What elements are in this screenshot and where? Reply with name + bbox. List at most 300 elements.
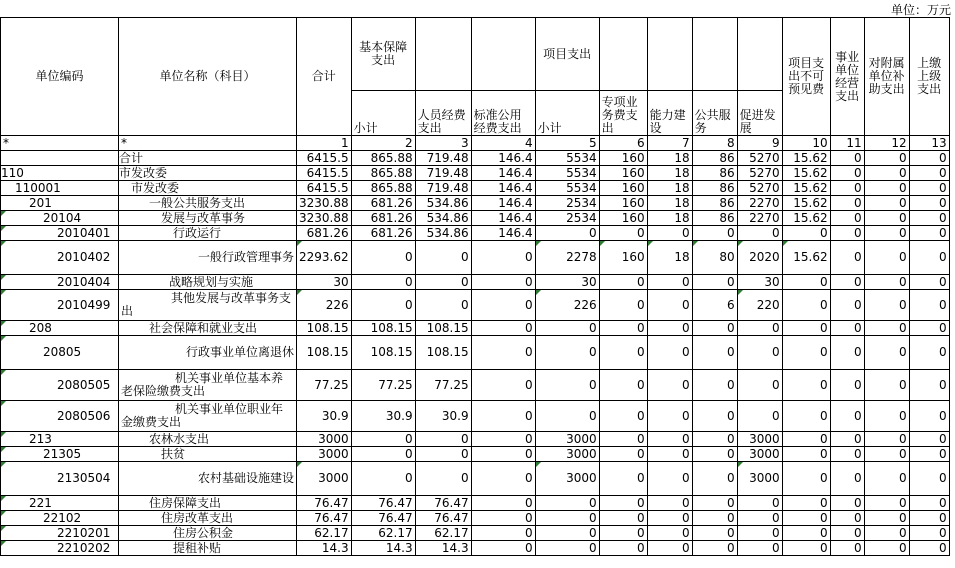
value-cell: 0	[864, 432, 909, 447]
value-cell: 0	[782, 401, 830, 432]
value-cell: 0	[692, 541, 737, 556]
value-cell: 0	[599, 336, 647, 370]
value-cell: 0	[782, 511, 830, 526]
col-header-unit-code: 单位编码	[1, 18, 119, 136]
unit-code-cell: 2130504	[1, 462, 119, 496]
value-cell: 0	[830, 432, 864, 447]
value-cell: 0	[909, 336, 949, 370]
value-cell: 76.47	[351, 511, 415, 526]
unit-code-cell	[1, 151, 119, 166]
value-cell: 0	[471, 462, 535, 496]
value-cell: 0	[647, 526, 692, 541]
value-cell: 62.17	[415, 526, 471, 541]
value-cell: 0	[647, 462, 692, 496]
unit-code-cell: 2010404	[1, 275, 119, 290]
column-index: 11	[830, 136, 864, 151]
table-row	[1, 290, 950, 321]
value-cell: 0	[830, 211, 864, 226]
value-cell: 3000	[297, 447, 352, 462]
value-cell: 146.4	[471, 166, 535, 181]
value-cell: 0	[692, 432, 737, 447]
unit-name-cell: 扶贫	[119, 447, 297, 462]
value-cell: 3000	[535, 447, 599, 462]
value-cell: 30.9	[351, 401, 415, 432]
unit-name-cell: 住房公积金	[119, 526, 297, 541]
table-row	[1, 196, 950, 211]
value-cell: 0	[909, 462, 949, 496]
unit-name-cell: 一般行政管理事务	[119, 241, 297, 275]
col-header-remit-higher: 上缴上级支出	[909, 18, 949, 136]
value-cell: 5534	[535, 181, 599, 196]
unit-code-cell: 2210201	[1, 526, 119, 541]
value-cell: 3230.88	[297, 196, 352, 211]
value-cell: 0	[351, 462, 415, 496]
value-cell: 5534	[535, 166, 599, 181]
value-cell: 0	[471, 336, 535, 370]
col-header-total: 合计	[297, 18, 352, 136]
value-cell: 865.88	[351, 151, 415, 166]
value-cell: 0	[864, 151, 909, 166]
value-cell: 0	[830, 181, 864, 196]
value-cell: 0	[647, 290, 692, 321]
value-cell: 0	[782, 226, 830, 241]
column-index: 9	[737, 136, 782, 151]
value-cell: 0	[415, 447, 471, 462]
unit-name-cell: 住房改革支出	[119, 511, 297, 526]
value-cell: 0	[351, 290, 415, 321]
col-header-subsidiary-subsidy: 对附属单位补助支出	[864, 18, 909, 136]
value-cell: 0	[864, 196, 909, 211]
value-cell: 160	[599, 241, 647, 275]
value-cell: 108.15	[415, 336, 471, 370]
value-cell: 681.26	[351, 226, 415, 241]
unit-code-cell: 20805	[1, 336, 119, 370]
value-cell: 30.9	[415, 401, 471, 432]
value-cell: 0	[535, 370, 599, 401]
value-cell: 6	[692, 290, 737, 321]
value-cell: 0	[535, 336, 599, 370]
value-cell: 0	[782, 370, 830, 401]
value-cell: 0	[737, 401, 782, 432]
col-header-basic-subtotal: 小计	[351, 91, 415, 136]
value-cell: 0	[864, 226, 909, 241]
value-cell: 0	[692, 462, 737, 496]
value-cell: 0	[909, 211, 949, 226]
value-cell: 160	[599, 181, 647, 196]
value-cell: 0	[647, 511, 692, 526]
value-cell: 0	[647, 275, 692, 290]
header-row-top	[1, 18, 950, 91]
unit-name-cell: 其他发展与改革事务支出	[119, 290, 297, 321]
value-cell: 0	[471, 275, 535, 290]
col-header-public-service: 公共服务	[692, 91, 737, 136]
value-cell: 0	[535, 401, 599, 432]
col-header-blank	[692, 18, 737, 91]
value-cell: 0	[535, 321, 599, 336]
value-cell: 146.4	[471, 181, 535, 196]
unit-code-cell: 221	[1, 496, 119, 511]
value-cell: 0	[830, 370, 864, 401]
value-cell: 0	[737, 541, 782, 556]
value-cell: 719.48	[415, 166, 471, 181]
col-header-basic-support: 基本保障支出	[351, 18, 415, 91]
col-header-special-business: 专项业务费支出	[599, 91, 647, 136]
value-cell: 0	[864, 336, 909, 370]
col-header-personnel: 人员经费支出	[415, 91, 471, 136]
value-cell: 865.88	[351, 166, 415, 181]
unit-code-cell: 2010401	[1, 226, 119, 241]
value-cell: 0	[864, 541, 909, 556]
value-cell: 76.47	[415, 496, 471, 511]
value-cell: 80	[692, 241, 737, 275]
value-cell: 86	[692, 151, 737, 166]
value-cell: 534.86	[415, 226, 471, 241]
value-cell: 0	[535, 496, 599, 511]
unit-code-cell: 20104	[1, 211, 119, 226]
value-cell: 86	[692, 196, 737, 211]
value-cell: 146.4	[471, 196, 535, 211]
value-cell: 0	[909, 290, 949, 321]
value-cell: 0	[471, 290, 535, 321]
column-index: 2	[351, 136, 415, 151]
value-cell: 3000	[535, 462, 599, 496]
value-cell: 0	[471, 401, 535, 432]
unit-code-cell: 2010402	[1, 241, 119, 275]
value-cell: 0	[471, 321, 535, 336]
value-cell: 0	[599, 290, 647, 321]
unit-code-cell: 213	[1, 432, 119, 447]
col-header-blank	[737, 18, 782, 91]
value-cell: 76.47	[297, 511, 352, 526]
value-cell: 0	[830, 541, 864, 556]
unit-code-cell: 2080505	[1, 370, 119, 401]
value-cell: 0	[415, 290, 471, 321]
value-cell: 2534	[535, 211, 599, 226]
value-cell: 0	[737, 226, 782, 241]
col-header-unit-name: 单位名称（科目）	[119, 18, 297, 136]
value-cell: 0	[830, 526, 864, 541]
value-cell: 0	[909, 151, 949, 166]
index-marker: *	[1, 136, 119, 151]
unit-name-cell: 机关事业单位基本养老保险缴费支出	[119, 370, 297, 401]
value-cell: 0	[692, 526, 737, 541]
table-row	[1, 336, 950, 370]
table-row	[1, 211, 950, 226]
value-cell: 5270	[737, 151, 782, 166]
value-cell: 0	[471, 241, 535, 275]
unit-name-cell: 一般公共服务支出	[119, 196, 297, 211]
col-header-blank	[415, 18, 471, 91]
value-cell: 0	[737, 526, 782, 541]
value-cell: 0	[692, 447, 737, 462]
value-cell: 5270	[737, 181, 782, 196]
value-cell: 719.48	[415, 181, 471, 196]
value-cell: 0	[415, 275, 471, 290]
column-index: 1	[297, 136, 352, 151]
value-cell: 0	[830, 462, 864, 496]
value-cell: 0	[830, 336, 864, 370]
value-cell: 0	[647, 226, 692, 241]
value-cell: 0	[692, 321, 737, 336]
value-cell: 226	[297, 290, 352, 321]
value-cell: 0	[864, 511, 909, 526]
unit-name-cell: 市发改委	[119, 166, 297, 181]
column-index: 12	[864, 136, 909, 151]
value-cell: 5270	[737, 166, 782, 181]
value-cell: 77.25	[415, 370, 471, 401]
table-row	[1, 151, 950, 166]
value-cell: 0	[599, 370, 647, 401]
col-header-public-standard: 标准公用经费支出	[471, 91, 535, 136]
value-cell: 76.47	[351, 496, 415, 511]
value-cell: 30	[535, 275, 599, 290]
value-cell: 160	[599, 151, 647, 166]
unit-code-cell: 110001	[1, 181, 119, 196]
value-cell: 0	[599, 462, 647, 496]
unit-name-cell: 合计	[119, 151, 297, 166]
value-cell: 108.15	[351, 321, 415, 336]
table-row	[1, 275, 950, 290]
value-cell: 0	[909, 275, 949, 290]
unit-name-cell: 提租补贴	[119, 541, 297, 556]
value-cell: 18	[647, 196, 692, 211]
value-cell: 681.26	[351, 211, 415, 226]
value-cell: 0	[415, 432, 471, 447]
value-cell: 15.62	[782, 151, 830, 166]
value-cell: 0	[782, 432, 830, 447]
unit-code-cell: 2210202	[1, 541, 119, 556]
value-cell: 0	[830, 496, 864, 511]
value-cell: 0	[909, 496, 949, 511]
column-index: 10	[782, 136, 830, 151]
table-row	[1, 181, 950, 196]
value-cell: 0	[647, 447, 692, 462]
value-cell: 0	[599, 511, 647, 526]
value-cell: 5534	[535, 151, 599, 166]
value-cell: 18	[647, 181, 692, 196]
unit-name-cell: 市发改委	[119, 181, 297, 196]
value-cell: 0	[737, 336, 782, 370]
value-cell: 0	[535, 511, 599, 526]
value-cell: 0	[647, 321, 692, 336]
value-cell: 0	[599, 401, 647, 432]
table-row	[1, 401, 950, 432]
unit-name-cell: 农村基础设施建设	[119, 462, 297, 496]
col-header-project-expense: 项目支出	[535, 18, 599, 91]
value-cell: 0	[471, 526, 535, 541]
value-cell: 0	[599, 321, 647, 336]
value-cell: 0	[692, 511, 737, 526]
value-cell: 77.25	[351, 370, 415, 401]
value-cell: 0	[647, 370, 692, 401]
value-cell: 2278	[535, 241, 599, 275]
column-index: 4	[471, 136, 535, 151]
value-cell: 18	[647, 166, 692, 181]
value-cell: 0	[782, 496, 830, 511]
value-cell: 0	[864, 496, 909, 511]
value-cell: 0	[830, 196, 864, 211]
value-cell: 3000	[737, 432, 782, 447]
value-cell: 108.15	[297, 336, 352, 370]
value-cell: 226	[535, 290, 599, 321]
value-cell: 2293.62	[297, 241, 352, 275]
value-cell: 0	[737, 511, 782, 526]
value-cell: 0	[737, 496, 782, 511]
column-index: 5	[535, 136, 599, 151]
value-cell: 0	[692, 336, 737, 370]
value-cell: 0	[599, 541, 647, 556]
value-cell: 0	[909, 226, 949, 241]
unit-label: 单位：万元	[890, 3, 951, 17]
value-cell: 0	[351, 241, 415, 275]
value-cell: 0	[535, 226, 599, 241]
value-cell: 0	[782, 447, 830, 462]
value-cell: 30.9	[297, 401, 352, 432]
value-cell: 0	[647, 541, 692, 556]
table-row	[1, 541, 950, 556]
value-cell: 14.3	[297, 541, 352, 556]
value-cell: 0	[909, 541, 949, 556]
value-cell: 865.88	[351, 181, 415, 196]
unit-code-cell: 208	[1, 321, 119, 336]
value-cell: 0	[909, 401, 949, 432]
value-cell: 0	[351, 432, 415, 447]
value-cell: 0	[830, 447, 864, 462]
col-header-enterprise-operation: 事业单位经营支出	[830, 18, 864, 136]
value-cell: 0	[599, 496, 647, 511]
value-cell: 0	[864, 290, 909, 321]
value-cell: 0	[692, 496, 737, 511]
value-cell: 18	[647, 211, 692, 226]
value-cell: 0	[909, 370, 949, 401]
value-cell: 0	[909, 321, 949, 336]
value-cell: 0	[782, 336, 830, 370]
value-cell: 86	[692, 211, 737, 226]
value-cell: 3230.88	[297, 211, 352, 226]
value-cell: 0	[909, 166, 949, 181]
value-cell: 0	[692, 275, 737, 290]
col-header-blank	[471, 18, 535, 91]
table-row	[1, 226, 950, 241]
value-cell: 0	[864, 181, 909, 196]
col-header-promote-dev: 促进发展	[737, 91, 782, 136]
value-cell: 3000	[737, 462, 782, 496]
value-cell: 76.47	[415, 511, 471, 526]
table-row	[1, 370, 950, 401]
value-cell: 0	[599, 526, 647, 541]
value-cell: 15.62	[782, 241, 830, 275]
column-index: 8	[692, 136, 737, 151]
value-cell: 0	[415, 462, 471, 496]
value-cell: 0	[782, 290, 830, 321]
value-cell: 6415.5	[297, 166, 352, 181]
table-row	[1, 511, 950, 526]
value-cell: 0	[599, 432, 647, 447]
value-cell: 108.15	[415, 321, 471, 336]
value-cell: 108.15	[351, 336, 415, 370]
unit-code-cell: 21305	[1, 447, 119, 462]
value-cell: 160	[599, 211, 647, 226]
table-row	[1, 166, 950, 181]
value-cell: 6415.5	[297, 181, 352, 196]
col-header-project-unforeseen: 项目支出不可预见费	[782, 18, 830, 136]
value-cell: 0	[535, 526, 599, 541]
table-row	[1, 447, 950, 462]
value-cell: 0	[830, 241, 864, 275]
value-cell: 0	[830, 275, 864, 290]
value-cell: 0	[864, 241, 909, 275]
value-cell: 0	[830, 321, 864, 336]
value-cell: 0	[647, 401, 692, 432]
col-header-blank	[647, 18, 692, 91]
col-header-project-subtotal: 小计	[535, 91, 599, 136]
column-index: 3	[415, 136, 471, 151]
column-index: 13	[909, 136, 949, 151]
value-cell: 0	[864, 211, 909, 226]
value-cell: 0	[830, 511, 864, 526]
value-cell: 0	[909, 511, 949, 526]
value-cell: 0	[909, 432, 949, 447]
value-cell: 86	[692, 181, 737, 196]
value-cell: 0	[909, 241, 949, 275]
value-cell: 0	[647, 336, 692, 370]
value-cell: 62.17	[297, 526, 352, 541]
unit-name-cell: 战略规划与实施	[119, 275, 297, 290]
value-cell: 2020	[737, 241, 782, 275]
value-cell: 2270	[737, 211, 782, 226]
unit-code-cell: 2080506	[1, 401, 119, 432]
value-cell: 0	[471, 511, 535, 526]
col-header-capacity-building: 能力建设	[647, 91, 692, 136]
value-cell: 0	[599, 275, 647, 290]
value-cell: 76.47	[297, 496, 352, 511]
unit-code-cell: 2010499	[1, 290, 119, 321]
value-cell: 0	[692, 370, 737, 401]
value-cell: 0	[830, 226, 864, 241]
value-cell: 0	[471, 496, 535, 511]
value-cell: 0	[471, 541, 535, 556]
value-cell: 0	[864, 526, 909, 541]
budget-table	[0, 17, 950, 556]
table-row	[1, 496, 950, 511]
value-cell: 3000	[737, 447, 782, 462]
value-cell: 77.25	[297, 370, 352, 401]
value-cell: 0	[737, 370, 782, 401]
value-cell: 0	[909, 447, 949, 462]
value-cell: 0	[909, 181, 949, 196]
value-cell: 18	[647, 151, 692, 166]
value-cell: 0	[830, 151, 864, 166]
unit-code-cell: 201	[1, 196, 119, 211]
value-cell: 14.3	[351, 541, 415, 556]
column-index-row	[1, 136, 950, 151]
table-row	[1, 241, 950, 275]
value-cell: 0	[864, 370, 909, 401]
value-cell: 14.3	[415, 541, 471, 556]
value-cell: 0	[864, 321, 909, 336]
table-row	[1, 432, 950, 447]
value-cell: 15.62	[782, 196, 830, 211]
value-cell: 0	[647, 496, 692, 511]
column-index: 6	[599, 136, 647, 151]
value-cell: 108.15	[297, 321, 352, 336]
value-cell: 0	[782, 541, 830, 556]
value-cell: 15.62	[782, 181, 830, 196]
unit-name-cell: 行政运行	[119, 226, 297, 241]
value-cell: 0	[830, 290, 864, 321]
value-cell: 3000	[297, 432, 352, 447]
unit-name-cell: 农林水支出	[119, 432, 297, 447]
